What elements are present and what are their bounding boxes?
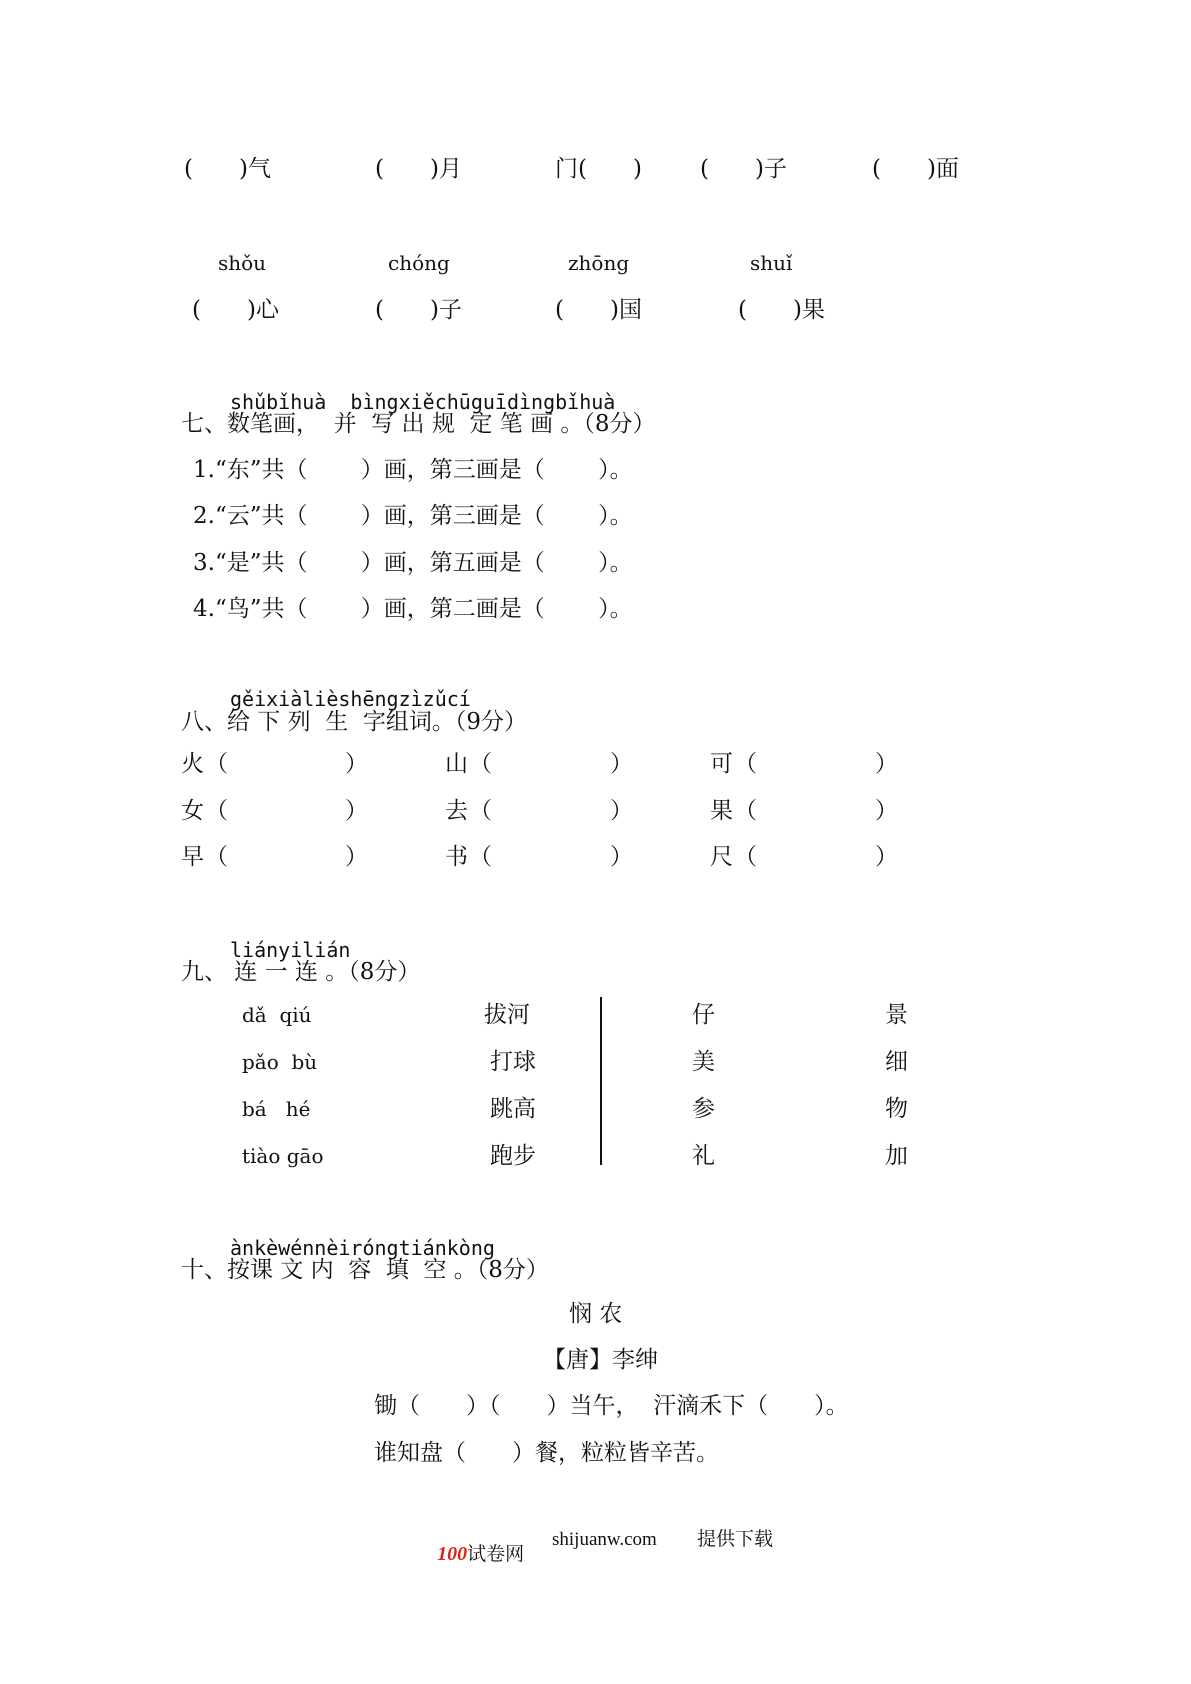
match-left-pinyin: pǎo bù bbox=[242, 1050, 318, 1074]
fill-item-mian: ( )面 bbox=[872, 156, 959, 182]
sec7-item-1: 1.“东”共（ ）画，第三画是（ ）。 bbox=[193, 457, 633, 483]
sec7-item-3: 3.“是”共（ ）画，第五画是（ ）。 bbox=[193, 550, 633, 576]
footer-site[interactable]: shijuanw.com bbox=[552, 1529, 657, 1550]
match-left-pinyin: dǎ qiú bbox=[242, 1003, 312, 1027]
pinyin-shou: shǒu bbox=[218, 251, 267, 275]
word-char: 果 bbox=[710, 798, 733, 824]
sec7-pinyin: shǔbǐhuà bìngxiěchūguīdìngbǐhuà bbox=[230, 390, 616, 414]
match-right-char: 参 bbox=[692, 1096, 715, 1122]
word-open: （ bbox=[469, 798, 492, 824]
fill-item-xin: ( )心 bbox=[192, 297, 279, 323]
word-open: （ bbox=[205, 844, 228, 870]
sec10-pinyin: ànkèwénnèiróngtiánkòng bbox=[230, 1236, 495, 1260]
pinyin-zhong: zhōng bbox=[568, 251, 630, 275]
match-left-word: 跑步 bbox=[490, 1143, 536, 1169]
word-close: ） bbox=[875, 798, 898, 824]
match-far-char: 景 bbox=[885, 1002, 908, 1028]
match-far-char: 物 bbox=[885, 1096, 908, 1122]
fill-item-qi: ( )气 bbox=[184, 156, 271, 182]
word-close: ） bbox=[345, 798, 368, 824]
pinyin-shui: shuǐ bbox=[750, 251, 793, 275]
sec7-title: 七、数笔画， 并 写 出 规 定 笔 画 。（8分） bbox=[181, 411, 656, 437]
word-close: ） bbox=[610, 798, 633, 824]
word-close: ） bbox=[610, 751, 633, 777]
match-left-pinyin: bá hé bbox=[242, 1097, 311, 1121]
fill-item-zi2: ( )子 bbox=[375, 297, 462, 323]
word-close: ） bbox=[875, 751, 898, 777]
sec9-pinyin: liányilián bbox=[230, 938, 351, 962]
sec7-item-4: 4.“鸟”共（ ）画，第二画是（ ）。 bbox=[193, 596, 633, 622]
match-right-char: 礼 bbox=[692, 1143, 715, 1169]
logo-number: 100 bbox=[437, 1543, 468, 1565]
word-close: ） bbox=[345, 751, 368, 777]
word-char: 去 bbox=[445, 798, 468, 824]
word-char: 尺 bbox=[710, 844, 733, 870]
match-left-pinyin: tiào gāo bbox=[242, 1144, 324, 1168]
word-open: （ bbox=[205, 751, 228, 777]
word-open: （ bbox=[734, 844, 757, 870]
sec10-title: 十、按课 文 内 容 填 空 。（8分） bbox=[181, 1257, 549, 1283]
poem-title: 悯 农 bbox=[569, 1301, 623, 1327]
word-close: ） bbox=[875, 844, 898, 870]
word-char: 可 bbox=[710, 751, 733, 777]
word-char: 书 bbox=[445, 844, 468, 870]
word-open: （ bbox=[469, 844, 492, 870]
match-left-word: 跳高 bbox=[490, 1096, 536, 1122]
fill-item-guo: ( )国 bbox=[555, 297, 642, 323]
word-close: ） bbox=[610, 844, 633, 870]
sec8-pinyin: gěixiàlièshēngzìzǔcí bbox=[230, 687, 471, 711]
sec8-title: 八、给 下 列 生 字组词。（9分） bbox=[181, 709, 527, 735]
footer-note: 提供下载 bbox=[697, 1529, 774, 1550]
word-open: （ bbox=[734, 751, 757, 777]
match-right-char: 仔 bbox=[692, 1002, 715, 1028]
match-far-char: 加 bbox=[885, 1143, 908, 1169]
fill-item-men: 门( ) bbox=[555, 156, 642, 182]
poem-line-1: 锄（ ）（ ）当午， 汗滴禾下（ ）。 bbox=[374, 1393, 849, 1419]
match-left-word: 打球 bbox=[490, 1049, 536, 1075]
word-char: 早 bbox=[181, 844, 204, 870]
word-open: （ bbox=[734, 798, 757, 824]
word-char: 火 bbox=[181, 751, 204, 777]
logo-text: 试卷网 bbox=[467, 1544, 525, 1565]
word-char: 山 bbox=[445, 751, 468, 777]
fill-item-yue: ( )月 bbox=[375, 156, 462, 182]
match-far-char: 细 bbox=[885, 1049, 908, 1075]
poem-line-2: 谁知盘（ ）餐，粒粒皆辛苦。 bbox=[374, 1440, 719, 1466]
word-close: ） bbox=[345, 844, 368, 870]
word-char: 女 bbox=[181, 798, 204, 824]
fill-item-zi: ( )子 bbox=[700, 156, 787, 182]
divider-line bbox=[600, 997, 602, 1165]
word-open: （ bbox=[205, 798, 228, 824]
fill-item-guo2: ( )果 bbox=[738, 297, 825, 323]
poem-author: 【唐】李绅 bbox=[543, 1347, 658, 1373]
word-open: （ bbox=[469, 751, 492, 777]
sec9-title: 九、 连 一 连 。（8分） bbox=[181, 959, 421, 985]
footer-logo bbox=[427, 1528, 524, 1564]
match-right-char: 美 bbox=[692, 1049, 715, 1075]
sec7-item-2: 2.“云”共（ ）画，第三画是（ ）。 bbox=[193, 503, 633, 529]
pinyin-chong: chóng bbox=[388, 251, 450, 275]
match-left-word: 拔河 bbox=[484, 1002, 530, 1028]
